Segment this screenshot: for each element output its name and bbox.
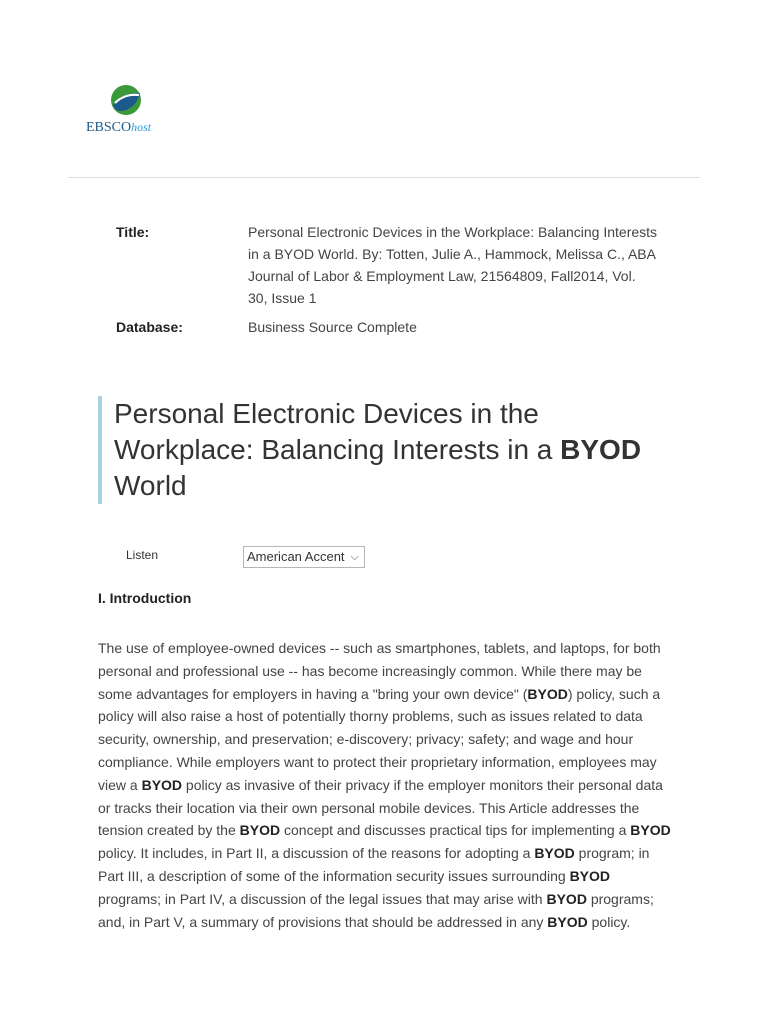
byod-term: BYOD [547,913,588,930]
listen-label: Listen [126,548,159,562]
intro-text-segment: policy. [587,913,631,930]
article-title-block [98,396,684,504]
ebsco-globe-icon [110,84,142,116]
logo-wordmark [86,120,151,136]
article-title [114,396,684,504]
article-title-part2: World [114,470,187,501]
intro-text-segment: The use of employee-owned devices -- such as smartphones, tablets, and laptops, for both personal and professional use -- has become increasingly common. While there may be some advantages for employers in having a "bring your own device" ( [98,640,661,702]
ebsco-logo[interactable] [86,84,170,138]
article-title-part1: Personal Electronic Devices in the Workplace: Balancing Interests in a [114,398,553,465]
header-divider [68,177,700,178]
intro-text-segment: concept and discusses practical tips for implementing a [280,822,631,839]
intro-paragraph [98,637,672,933]
intro-text-segment: programs; in Part IV, a discussion of the legal issues that may arise with [98,890,547,907]
database-label: Database: [116,319,183,335]
accent-select-value: American Accent [247,549,345,564]
byod-term: BYOD [141,776,183,793]
intro-text-segment: ) policy, such a policy will also raise a host of potentially thorny problems, such as issues related to data security, ownership, and preservation; e-discovery; privacy; safety; and wage and hour compliance. While employers want to protect their proprietary information, employees may view a [98,685,661,793]
database-value: Business Source Complete [248,319,417,335]
accent-select[interactable] [243,546,365,568]
article-title-bold: BYOD [560,434,642,465]
byod-term: BYOD [527,685,568,702]
title-label: Title: [116,224,150,240]
citation-value: Personal Electronic Devices in the Workplace: Balancing Interests in a BYOD World. By: Totten, Julie A., Hammock, Melissa C., ABA Journal of Labor & Employment Law, 21564809, Fall2014, Vol. 30, Issue 1 [248,224,658,306]
intro-text-segment: policy as invasive of their privacy if the employer monitors their personal data or tracks their location via their own personal mobile devices. This Article addresses the tension created by the [98,776,663,839]
intro-text-segment: program; in Part III, a description of some of the information security issues surrounding [98,845,650,884]
byod-term: BYOD [569,867,611,884]
byod-term: BYOD [630,822,671,839]
section-heading: I. Introduction [98,590,192,606]
intro-text-segment: policy. It includes, in Part II, a discussion of the reasons for adopting a [98,845,535,862]
logo-brand: EBSCO [86,120,132,135]
logo-suffix: host [131,120,152,134]
byod-term: BYOD [534,845,575,862]
byod-term: BYOD [546,890,587,907]
byod-term: BYOD [239,822,281,839]
chevron-down-icon: ⌵ [350,551,359,563]
intro-text-segment: programs; and, in Part V, a summary of provisions that should be addressed in any [98,890,654,930]
